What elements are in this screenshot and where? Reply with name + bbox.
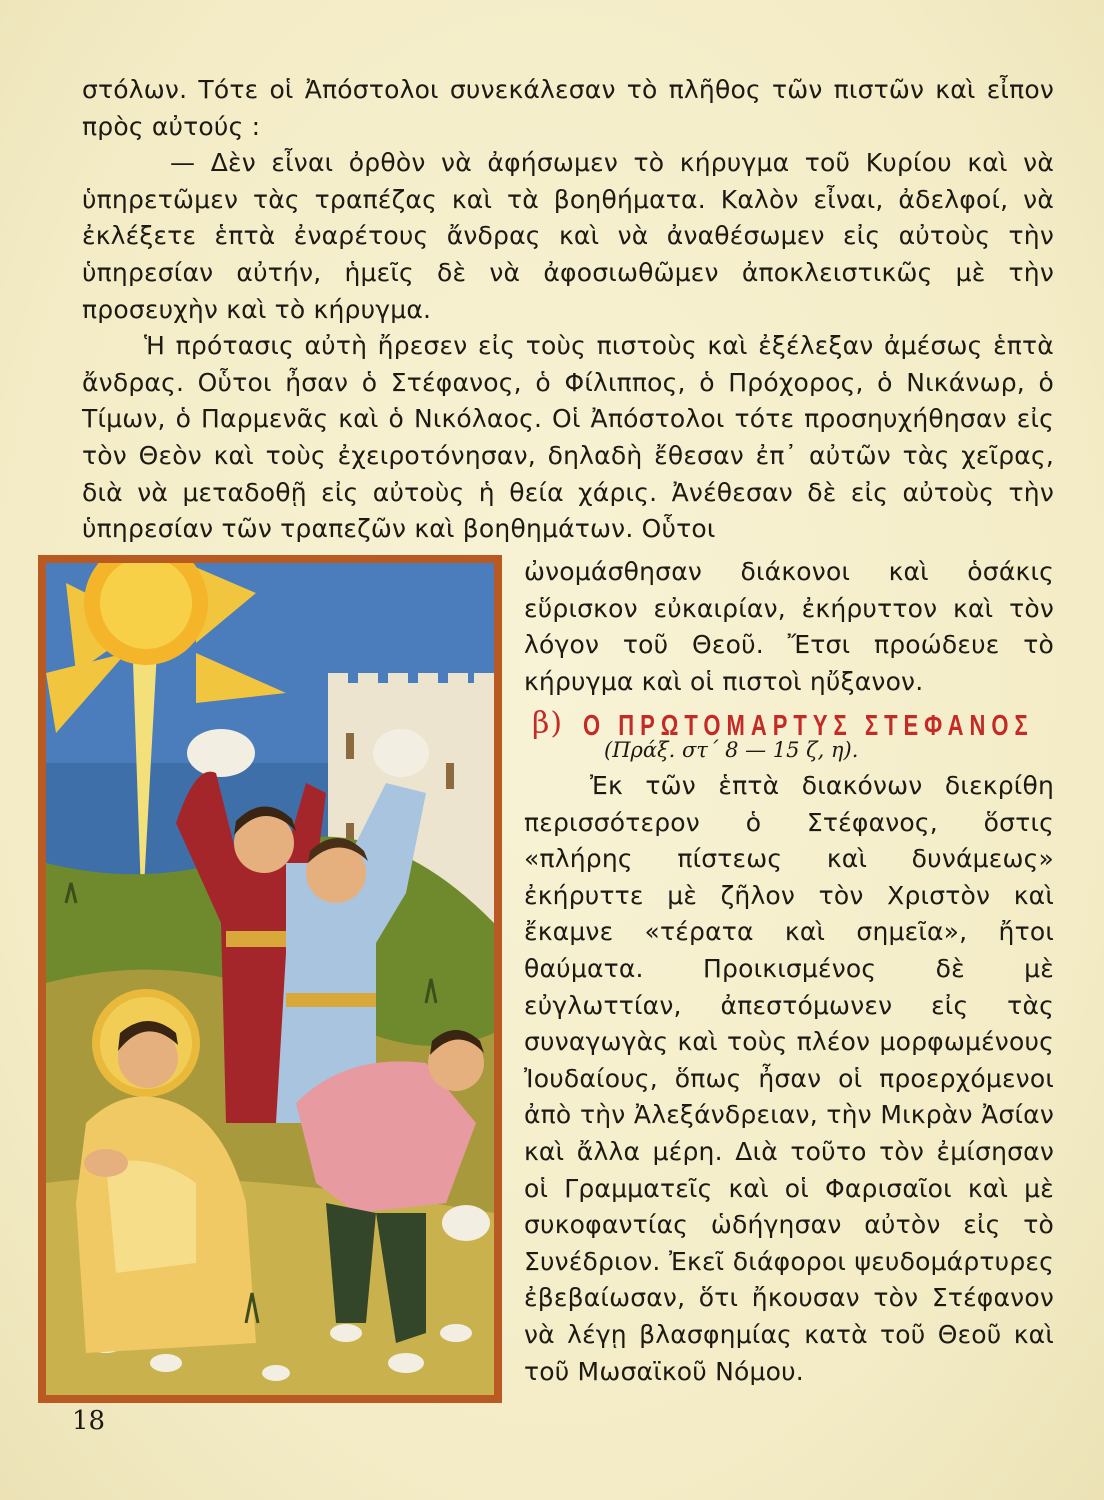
scripture-reference: (Πράξ. στ´ 8 — 15 ζ, η). — [604, 738, 859, 762]
right-column-continuation — [524, 554, 1054, 700]
paragraph-deacons-continued: ὠνομάσθησαν διάκονοι καὶ ὁσάκις εὕρισκον εὐκαιρίαν, ἐκήρυττον καὶ τὸν λόγον τοῦ Θεοῦ. Ἔτσι προώδευε τὸ κήρυγμα καὶ οἱ πιστοὶ ηὔξανον. — [524, 557, 1054, 696]
paragraph-apostles-speech: — Δὲν εἶναι ὀρθὸν νὰ ἀφήσωμεν τὸ κήρυγμα τοῦ Κυρίου καὶ νὰ ὑπηρετῶμεν τὰς τραπέζας καὶ τὰ βοηθήματα. Καλὸν εἶναι, ἀδελφοί, νὰ ἐκλέξετε ἑπτὰ ἐναρέτους ἄνδρας καὶ νὰ ἀναθέσωμεν εἰς αὐτοὺς τὴν ὑπηρεσίαν αὐτήν, ἡμεῖς δὲ νὰ ἀφοσιωθῶμεν ἀποκλειστικῶς μὲ τὴν προσευχὴν καὶ τὸ κήρυγμα. — [82, 148, 1054, 324]
page-number: 18 — [72, 1406, 106, 1436]
body-column — [524, 768, 1054, 1390]
paragraph-seven-deacons: Ἡ πρότασις αὐτὴ ἤρεσεν εἰς τοὺς πιστοὺς καὶ ἐξέλεξαν ἀμέσως ἑπτὰ ἄνδρας. Οὗτοι ἦσαν ὁ Στέφανος, ὁ Φίλιππος, ὁ Πρόχορος, ὁ Νικάνωρ, ὁ Τίμων, ὁ Παρμενᾶς καὶ ὁ Νικόλαος. Οἱ Ἀπόστολοι τότε προσηυχήθησαν εἰς τὸν Θεὸν καὶ τοὺς ἐχειροτόνησαν, δηλαδὴ ἔθεσαν ἐπ᾽ αὐτῶν τὰς χεῖρας, διὰ νὰ μεταδοθῇ εἰς αὐτοὺς ἡ θεία χάρις. Ἀνέθεσαν δὲ εἰς αὐτοὺς τὴν ὑπηρεσίαν τῶν τραπεζῶν καὶ βοηθημάτων. Οὗτοι — [82, 331, 1054, 544]
paragraph-stephen: Ἐκ τῶν ἑπτὰ διακόνων διεκρίθη περισσότερον ὁ Στέφανος, ὅστις «πλήρης πίστεως καὶ δυνάμεως» ἐκήρυττε μὲ ζῆλον τὸν Χριστὸν καὶ ἔκαμνε «τέρατα καὶ σημεῖα», ἤτοι θαύματα. Προικισμένος δὲ μὲ εὐγλωττίαν, ἀπεστόμωνεν εἰς τὰς συναγωγὰς καὶ τοὺς πλέον μορφωμένους Ἰουδαίους, ὅπως ἦσαν οἱ προερχόμενοι ἀπὸ τὴν Ἀλεξάνδρειαν, τὴν Μικρὰν Ἀσίαν καὶ ἄλλα μέρη. Διὰ τοῦτο τὸν ἐμίσησαν οἱ Γραμματεῖς καὶ οἱ Φαρισαῖοι καὶ μὲ συκοφαντίας ὡδήγησαν αὐτὸν εἰς τὸ Συνέδριον. Ἐκεῖ διάφοροι ψευδομάρτυρες ἐβεβαίωσαν, ὅτι ἤκουσαν τὸν Στέφανον νὰ λέγῃ βλασφημίας κατὰ τοῦ Θεοῦ καὶ τοῦ Μωσαϊκοῦ Νόμου. — [524, 771, 1054, 1386]
section-heading — [532, 706, 1052, 741]
stoning-of-stephen-illustration — [38, 555, 502, 1403]
illustration-artwork — [46, 563, 494, 1395]
section-letter: β) — [532, 706, 564, 741]
section-title: Ο ΠΡΩΤΟΜΑΡΤΥΣ ΣΤΕΦΑΝΟΣ — [582, 709, 1034, 742]
paragraph-continuation: στόλων. Τότε οἱ Ἀπόστολοι συνεκάλεσαν τὸ πλῆθος τῶν πιστῶν καὶ εἶπον πρὸς αὐτούς : — [82, 75, 1054, 141]
top-text-block — [82, 72, 1054, 548]
